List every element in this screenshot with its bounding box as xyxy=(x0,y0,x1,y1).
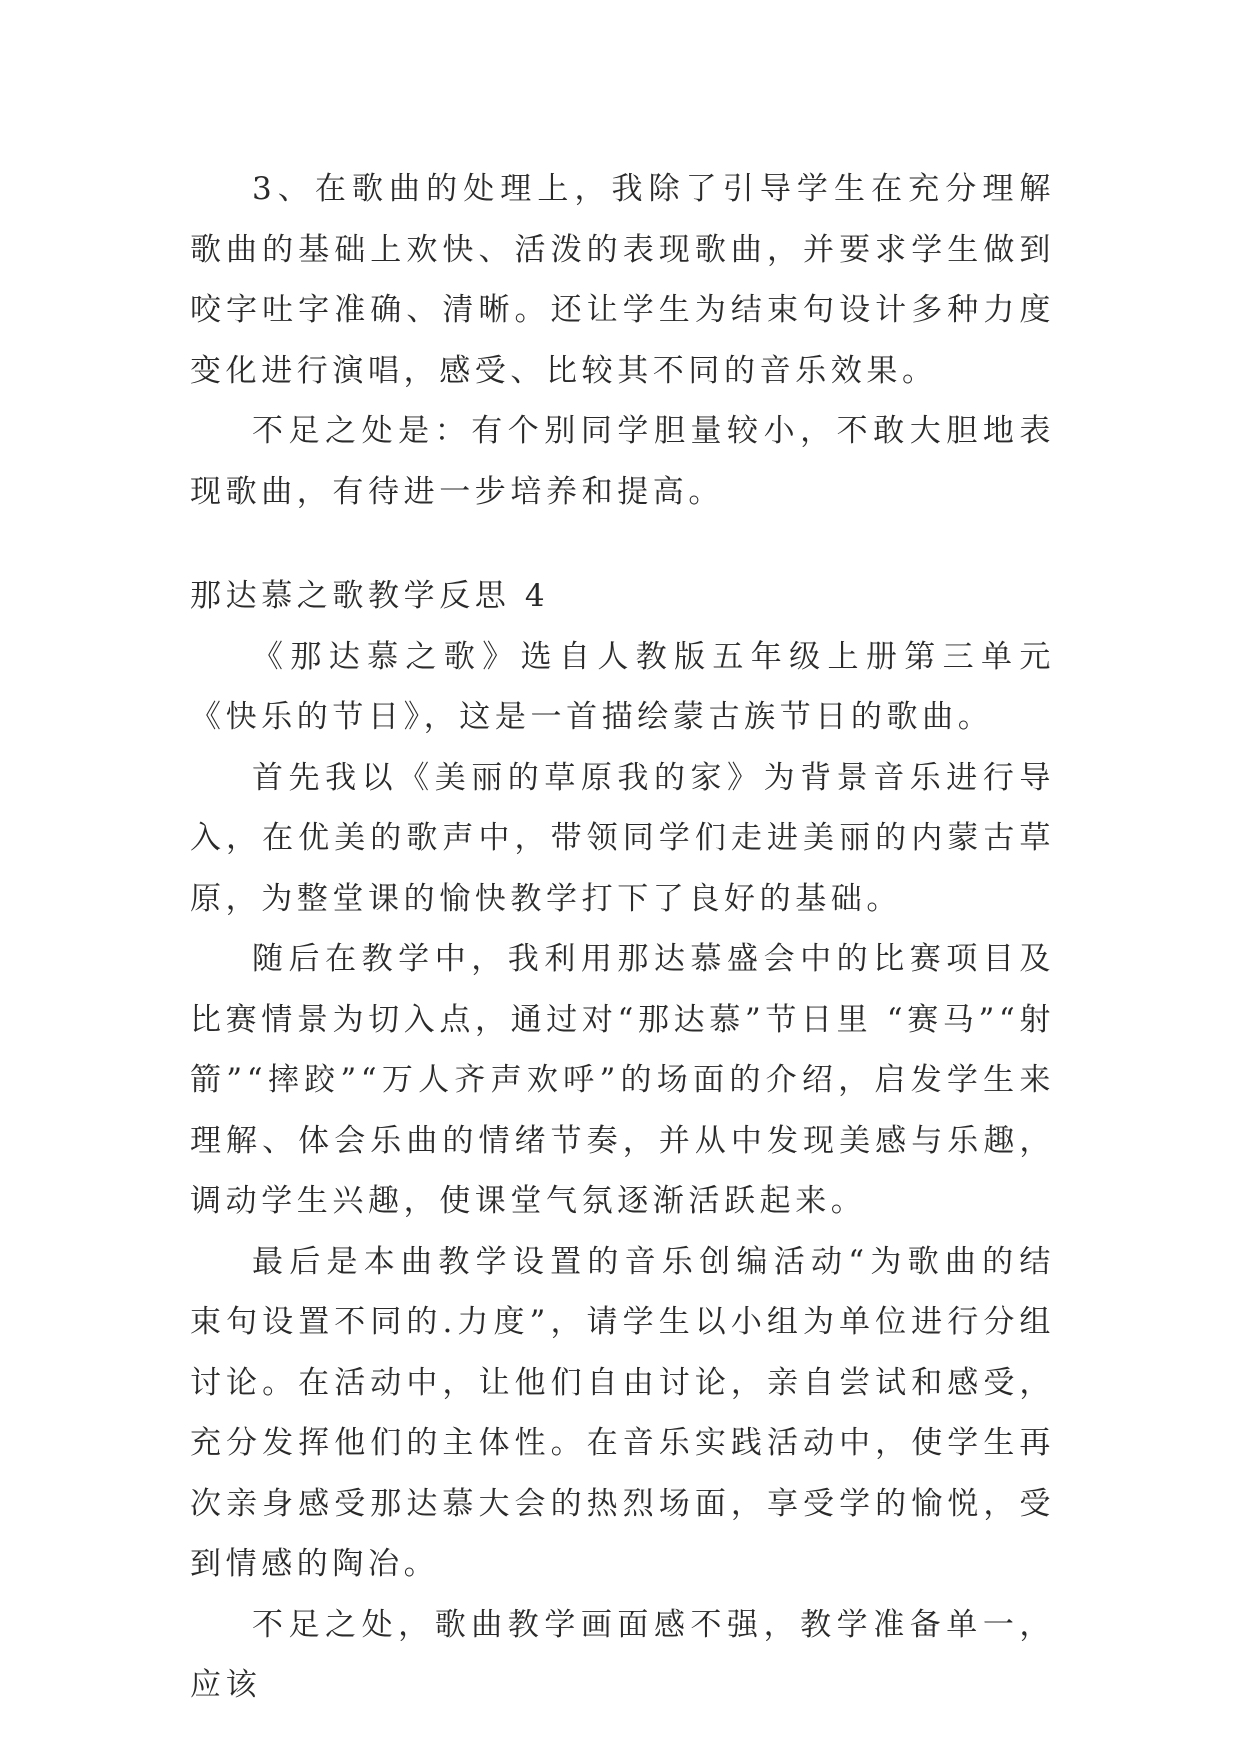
paragraph-shortcoming-4: 不足之处，歌曲教学画面感不强，教学准备单一，应该 xyxy=(190,1606,1055,1703)
section-title: 那达慕之歌教学反思 4 xyxy=(190,578,550,614)
paragraph-lead-in: 首先我以《美丽的草原我的家》为背景音乐进行导入，在优美的歌声中，带领同学们走进美丽的内蒙古草原，为整堂课的愉快教学打下了良好的基础。 xyxy=(190,759,1055,917)
section-4 xyxy=(190,566,1055,1716)
paragraph-shortcoming: 不足之处是：有个别同学胆量较小，不敢大胆地表现歌曲，有待进一步培养和提高。 xyxy=(190,413,1055,510)
paragraph-teaching: 随后在教学中，我利用那达慕盛会中的比赛项目及比赛情景为切入点，通过对“那达慕”节日里 “赛马”“射箭”“摔跤”“万人齐声欢呼”的场面的介绍，启发学生来理解、体会乐曲的情绪节奏，并从中发现美感与乐趣，调动学生兴趣，使课堂气氛逐渐活跃起来。 xyxy=(190,941,1055,1219)
paragraph-creative-activity: 最后是本曲教学设置的音乐创编活动“为歌曲的结束句设置不同的.力度”，请学生以小组为单位进行分组讨论。在活动中，让他们自由讨论，亲自尝试和感受，充分发挥他们的主体性。在音乐实践活动中，使学生再次亲身感受那达慕大会的热烈场面，享受学的愉悦，受到情感的陶冶。 xyxy=(190,1243,1055,1582)
paragraph-intro: 《那达慕之歌》选自人教版五年级上册第三单元《快乐的节日》，这是一首描绘蒙古族节日的歌曲。 xyxy=(190,638,1055,735)
previous-section-text xyxy=(190,159,1055,522)
paragraph-song-handling: 3、在歌曲的处理上，我除了引导学生在充分理解歌曲的基础上欢快、活泼的表现歌曲，并要求学生做到咬字吐字准确、清晰。还让学生为结束句设计多种力度变化进行演唱，感受、比较其不同的音乐效果。 xyxy=(190,171,1055,389)
